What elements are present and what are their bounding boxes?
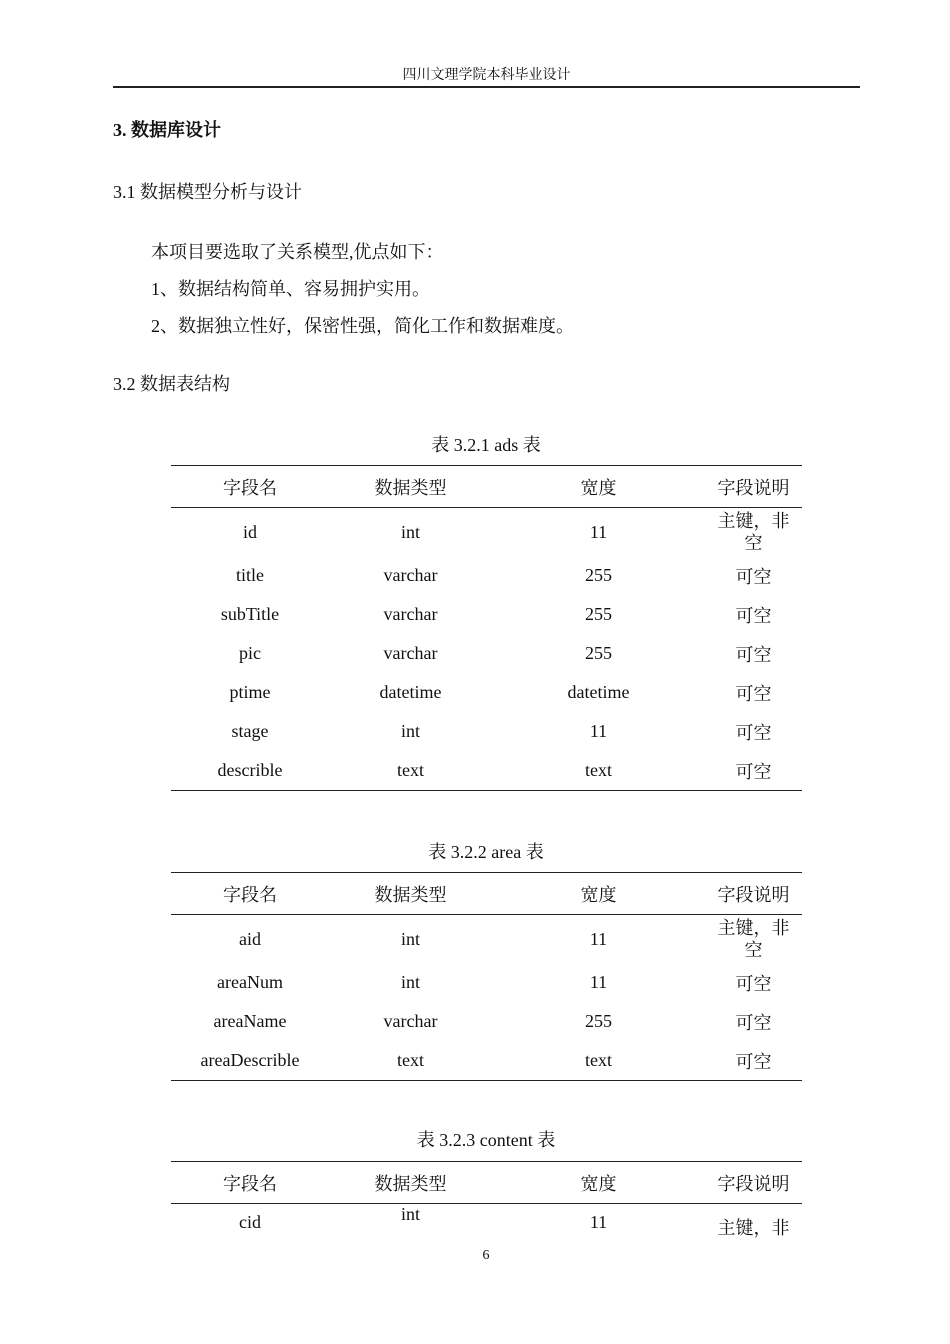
field-name-cell: stage [231, 721, 269, 741]
field-name-cell: areaDescrible [171, 1041, 329, 1081]
field-name-cell: aid [239, 928, 261, 949]
table-caption: 表 3.2.2 area 表 [428, 842, 544, 862]
width-cell: 11 [589, 928, 608, 949]
intro-paragraph: 本项目要选取了关系模型,优点如下： [151, 242, 444, 262]
field-name-cell: ptime [229, 682, 271, 702]
table-row [171, 1002, 802, 1041]
section-title: 3. 数据库设计 [113, 120, 221, 140]
data-type-cell: int [400, 521, 420, 542]
column-header: 宽度 [492, 873, 705, 915]
description-cell: 可空 [735, 683, 772, 704]
description-text: 主键，非空 [717, 918, 790, 960]
field-name-cell: title [236, 565, 264, 585]
column-header: 宽度 [492, 466, 705, 508]
data-type-cell: varchar [383, 1011, 438, 1031]
width-cell: 11 [589, 972, 608, 992]
data-type-cell: int [400, 721, 420, 741]
column-header: 数据类型 [329, 873, 492, 915]
description-cell [705, 508, 802, 557]
table-ads [171, 465, 802, 791]
field-name-cell: subTitle [220, 604, 280, 624]
description-cell: 可空 [735, 1012, 772, 1033]
table-row [171, 751, 802, 791]
subsection-title: 3.2 数据表结构 [113, 374, 230, 394]
column-header: 字段名 [171, 1162, 329, 1204]
list-item: 1、数据结构简单、容易拥护实用。 [151, 279, 430, 299]
data-type-cell: text [329, 751, 492, 791]
description-cell [705, 915, 802, 964]
description-cell: 可空 [705, 1041, 802, 1081]
width-cell: datetime [567, 682, 630, 702]
field-name-cell: areaName [213, 1011, 287, 1031]
width-cell: 11 [589, 1211, 608, 1232]
table-row [171, 556, 802, 595]
description-cell: 可空 [735, 722, 772, 743]
column-header: 字段说明 [705, 466, 802, 508]
page-number: 6 [482, 1248, 490, 1263]
field-name-cell: describle [171, 751, 329, 791]
data-type-cell: int [400, 928, 420, 949]
table-row [171, 1204, 802, 1241]
table-row [171, 595, 802, 634]
table-row [171, 963, 802, 1002]
table-row [171, 508, 802, 557]
width-cell: 255 [585, 1011, 612, 1031]
table-header-row [171, 466, 802, 508]
width-cell: 255 [585, 643, 612, 663]
data-type-cell: varchar [383, 565, 438, 585]
table-row [171, 634, 802, 673]
column-header: 字段说明 [705, 1162, 802, 1204]
field-name-cell: cid [239, 1211, 261, 1232]
table-row [171, 712, 802, 751]
subsection-title: 3.1 数据模型分析与设计 [113, 182, 302, 202]
width-cell: text [492, 751, 705, 791]
list-item: 2、数据独立性好，保密性强，简化工作和数据难度。 [151, 316, 574, 336]
column-header: 字段说明 [705, 873, 802, 915]
table-caption: 表 3.2.3 content 表 [416, 1130, 556, 1150]
field-name-cell: pic [239, 643, 261, 663]
column-header: 字段名 [171, 466, 329, 508]
data-type-cell: varchar [383, 643, 438, 663]
data-type-cell: varchar [383, 604, 438, 624]
description-cell: 可空 [735, 973, 772, 994]
data-type-cell: text [329, 1041, 492, 1081]
table-row [171, 915, 802, 964]
width-cell: 11 [589, 721, 608, 741]
description-cell: 主键，非 [717, 1218, 790, 1238]
width-cell: text [492, 1041, 705, 1081]
column-header: 数据类型 [329, 1162, 492, 1204]
data-type-cell: datetime [379, 682, 442, 702]
table-row [171, 1041, 802, 1081]
page-header: 四川文理学院本科毕业设计 [113, 66, 860, 88]
column-header: 宽度 [492, 1162, 705, 1204]
column-header: 数据类型 [329, 466, 492, 508]
width-cell: 255 [585, 604, 612, 624]
table-caption: 表 3.2.1 ads 表 [431, 435, 541, 455]
table-header-row [171, 873, 802, 915]
data-type-cell: int [400, 972, 420, 992]
table-row [171, 673, 802, 712]
column-header: 字段名 [171, 873, 329, 915]
table-content [171, 1161, 802, 1240]
table-header-row [171, 1162, 802, 1204]
description-cell: 可空 [735, 605, 772, 626]
width-cell: 11 [589, 521, 608, 542]
description-cell: 可空 [735, 644, 772, 665]
description-cell: 可空 [705, 751, 802, 791]
table-area [171, 872, 802, 1081]
field-name-cell: areaNum [217, 972, 283, 992]
width-cell: 255 [585, 565, 612, 585]
description-text: 主键，非空 [717, 511, 790, 553]
field-name-cell: id [242, 521, 257, 542]
data-type-cell: int [400, 1204, 420, 1224]
description-cell: 可空 [735, 566, 772, 587]
